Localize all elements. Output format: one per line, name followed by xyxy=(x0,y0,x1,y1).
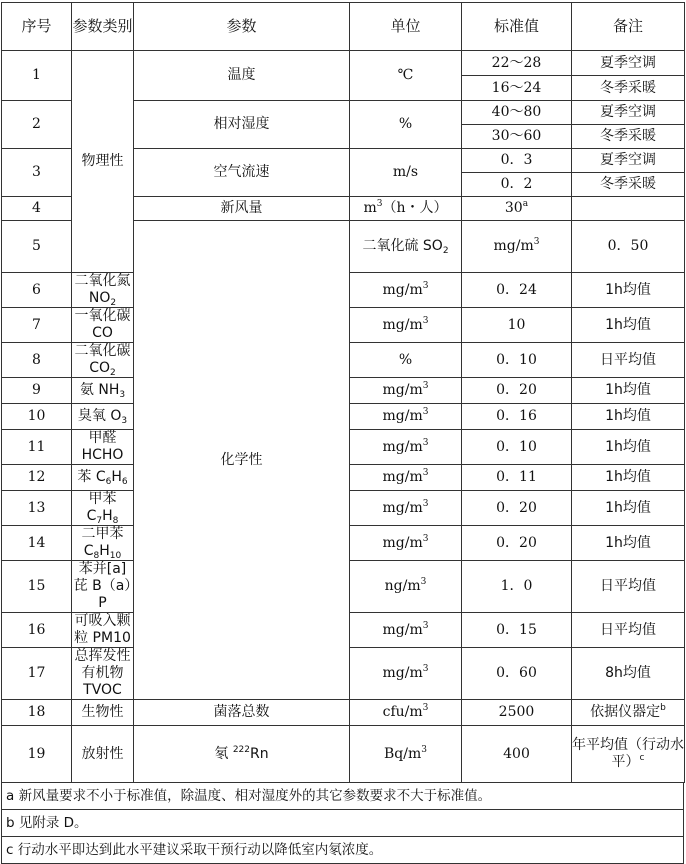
row-no: 8 xyxy=(2,343,72,378)
param-name: 相对湿度 xyxy=(134,101,350,149)
row-no: 14 xyxy=(2,526,72,561)
param-name: 二氧化碳 $CO_2$ xyxy=(72,343,134,378)
param-value: 0．60 xyxy=(462,648,572,700)
param-unit: m/s xyxy=(350,149,462,197)
param-name: 二氧化氮 $NO_2$ xyxy=(72,273,134,308)
param-value: 0．3 xyxy=(462,149,572,173)
row-no: 12 xyxy=(2,465,72,491)
param-remark: 夏季空调 xyxy=(572,51,685,76)
param-value: 0．16 xyxy=(462,404,572,430)
param-unit: cfu/$m^3$ xyxy=(350,700,462,726)
param-value: 0．2 xyxy=(462,173,572,197)
row-no: 19 xyxy=(2,726,72,783)
param-name: 总挥发性有机物 TVOC xyxy=(72,648,134,700)
table-row xyxy=(2,700,685,726)
param-remark: 1h均值 xyxy=(572,273,685,308)
category-biological: 生物性 xyxy=(72,700,134,726)
param-remark: 8h均值 xyxy=(572,648,685,700)
param-value: 1．0 xyxy=(462,561,572,613)
row-no: 17 xyxy=(2,648,72,700)
param-unit: $mg/m^3$ xyxy=(350,491,462,526)
param-name: 甲苯 $C_7H_8$ xyxy=(72,491,134,526)
header-unit: 单位 xyxy=(350,3,462,51)
row-no: 13 xyxy=(2,491,72,526)
param-value: 30$^a$ xyxy=(462,197,572,221)
footnote-a: a 新风量要求不小于标准值，除温度、相对湿度外的其它参数要求不大于标准值。 xyxy=(2,783,683,810)
param-name: 可吸入颗粒 PM10 xyxy=(72,613,134,648)
row-no: 9 xyxy=(2,378,72,404)
row-no: 1 xyxy=(2,51,72,101)
param-value: 2500 xyxy=(462,700,572,726)
param-value: 0．20 xyxy=(462,378,572,404)
param-remark: 冬季采暖 xyxy=(572,173,685,197)
row-no: 3 xyxy=(2,149,72,197)
footnote-c: c 行动水平即达到此水平建议采取干预行动以降低室内氡浓度。 xyxy=(6,842,383,858)
header-param: 参数 xyxy=(134,3,350,51)
param-unit: $mg/m^3$ xyxy=(350,378,462,404)
param-remark: 1h均值 xyxy=(572,404,685,430)
param-unit: $Bq/m^3$ xyxy=(350,726,462,783)
param-remark: 冬季采暖 xyxy=(572,76,685,101)
header-standard: 标准值 xyxy=(462,3,572,51)
param-value: 0．11 xyxy=(462,465,572,491)
row-no: 7 xyxy=(2,308,72,343)
param-value: 0．24 xyxy=(462,273,572,308)
param-value: 400 xyxy=(462,726,572,783)
param-name: 温度 xyxy=(134,51,350,101)
param-name: 氡 $^{222}$Rn xyxy=(134,726,350,783)
param-name: 甲醛 HCHO xyxy=(72,430,134,465)
param-name: 新风量 xyxy=(134,197,350,221)
param-unit: $m^3(h$・人） xyxy=(350,197,462,221)
param-remark: 日平均值 xyxy=(572,561,685,613)
param-value: 40～80 xyxy=(462,101,572,125)
param-name: 苯并[a]芘 B（a）P xyxy=(72,561,134,613)
row-no: 4 xyxy=(2,197,72,221)
indoor-air-quality-standard-table xyxy=(1,2,685,783)
param-remark: 1h均值 xyxy=(572,465,685,491)
param-remark: 年平均值（行动水平）$^c$ xyxy=(572,726,685,783)
row-no: 16 xyxy=(2,613,72,648)
param-unit: $ng/m^3$ xyxy=(350,561,462,613)
param-value: 0．15 xyxy=(462,613,572,648)
param-unit: $mg/m^3$ xyxy=(350,613,462,648)
param-unit: % xyxy=(350,343,462,378)
param-name: 苯 $C_6H_6$ xyxy=(72,465,134,491)
param-remark: 夏季空调 xyxy=(572,101,685,125)
param-name: 氨 $NH_3$ xyxy=(72,378,134,404)
footnotes xyxy=(1,783,684,864)
param-value: 0．20 xyxy=(462,491,572,526)
param-remark: 1h均值 xyxy=(572,491,685,526)
param-remark: 冬季采暖 xyxy=(572,125,685,149)
param-unit: $mg/m^3$ xyxy=(350,430,462,465)
row-no: 5 xyxy=(2,221,72,273)
param-unit: $mg/m^3$ xyxy=(350,526,462,561)
param-name: 臭氧 $O_3$ xyxy=(72,404,134,430)
param-unit: $mg/m^3$ xyxy=(350,465,462,491)
param-unit: $mg/m^3$ xyxy=(350,273,462,308)
footnote-b: b 见附录 D。 xyxy=(2,810,683,837)
param-value: 0．10 xyxy=(462,430,572,465)
table-row xyxy=(2,726,685,783)
param-remark: 1h均值 xyxy=(572,378,685,404)
param-unit: ℃ xyxy=(350,51,462,101)
header-remark: 备注 xyxy=(572,3,685,51)
category-radioactive: 放射性 xyxy=(72,726,134,783)
header-category: 参数类别 xyxy=(72,3,134,51)
row-no: 2 xyxy=(2,101,72,149)
param-name: 空气流速 xyxy=(134,149,350,197)
row-no: 6 xyxy=(2,273,72,308)
param-value: 10 xyxy=(462,308,572,343)
param-remark: 依据仪器定$^b$ xyxy=(572,700,685,726)
table-row xyxy=(2,51,685,76)
param-value: 0．10 xyxy=(462,343,572,378)
param-name: 二甲苯 $C_8H_{10}$ xyxy=(72,526,134,561)
param-remark: 1h均值 xyxy=(572,430,685,465)
param-remark: 日平均值 xyxy=(572,343,685,378)
param-remark: 1h均值 xyxy=(572,308,685,343)
param-unit: % xyxy=(350,101,462,149)
param-value: 16～24 xyxy=(462,76,572,101)
category-chemical: 化学性 xyxy=(134,221,350,700)
param-remark: 日平均值 xyxy=(572,613,685,648)
param-remark: 1h均值 xyxy=(572,526,685,561)
param-name: 菌落总数 xyxy=(134,700,350,726)
param-value: 0．50 xyxy=(572,221,685,273)
category-physical: 物理性 xyxy=(72,51,134,273)
param-name: 一氧化碳 CO xyxy=(72,308,134,343)
param-value: 22～28 xyxy=(462,51,572,76)
row-no: 11 xyxy=(2,430,72,465)
header-seq: 序号 xyxy=(2,3,72,51)
row-no: 10 xyxy=(2,404,72,430)
row-no: 18 xyxy=(2,700,72,726)
param-unit: $mg/m^3$ xyxy=(350,308,462,343)
param-remark: 夏季空调 xyxy=(572,149,685,173)
param-value: 30～60 xyxy=(462,125,572,149)
param-unit: $mg/m^3$ xyxy=(350,648,462,700)
param-remark xyxy=(572,197,685,221)
param-name: 二氧化硫 $SO_2$ xyxy=(350,221,462,273)
param-unit: $mg/m^3$ xyxy=(462,221,572,273)
param-value: 0．20 xyxy=(462,526,572,561)
param-unit: $mg/m^3$ xyxy=(350,404,462,430)
header-row xyxy=(2,3,685,51)
row-no: 15 xyxy=(2,561,72,613)
